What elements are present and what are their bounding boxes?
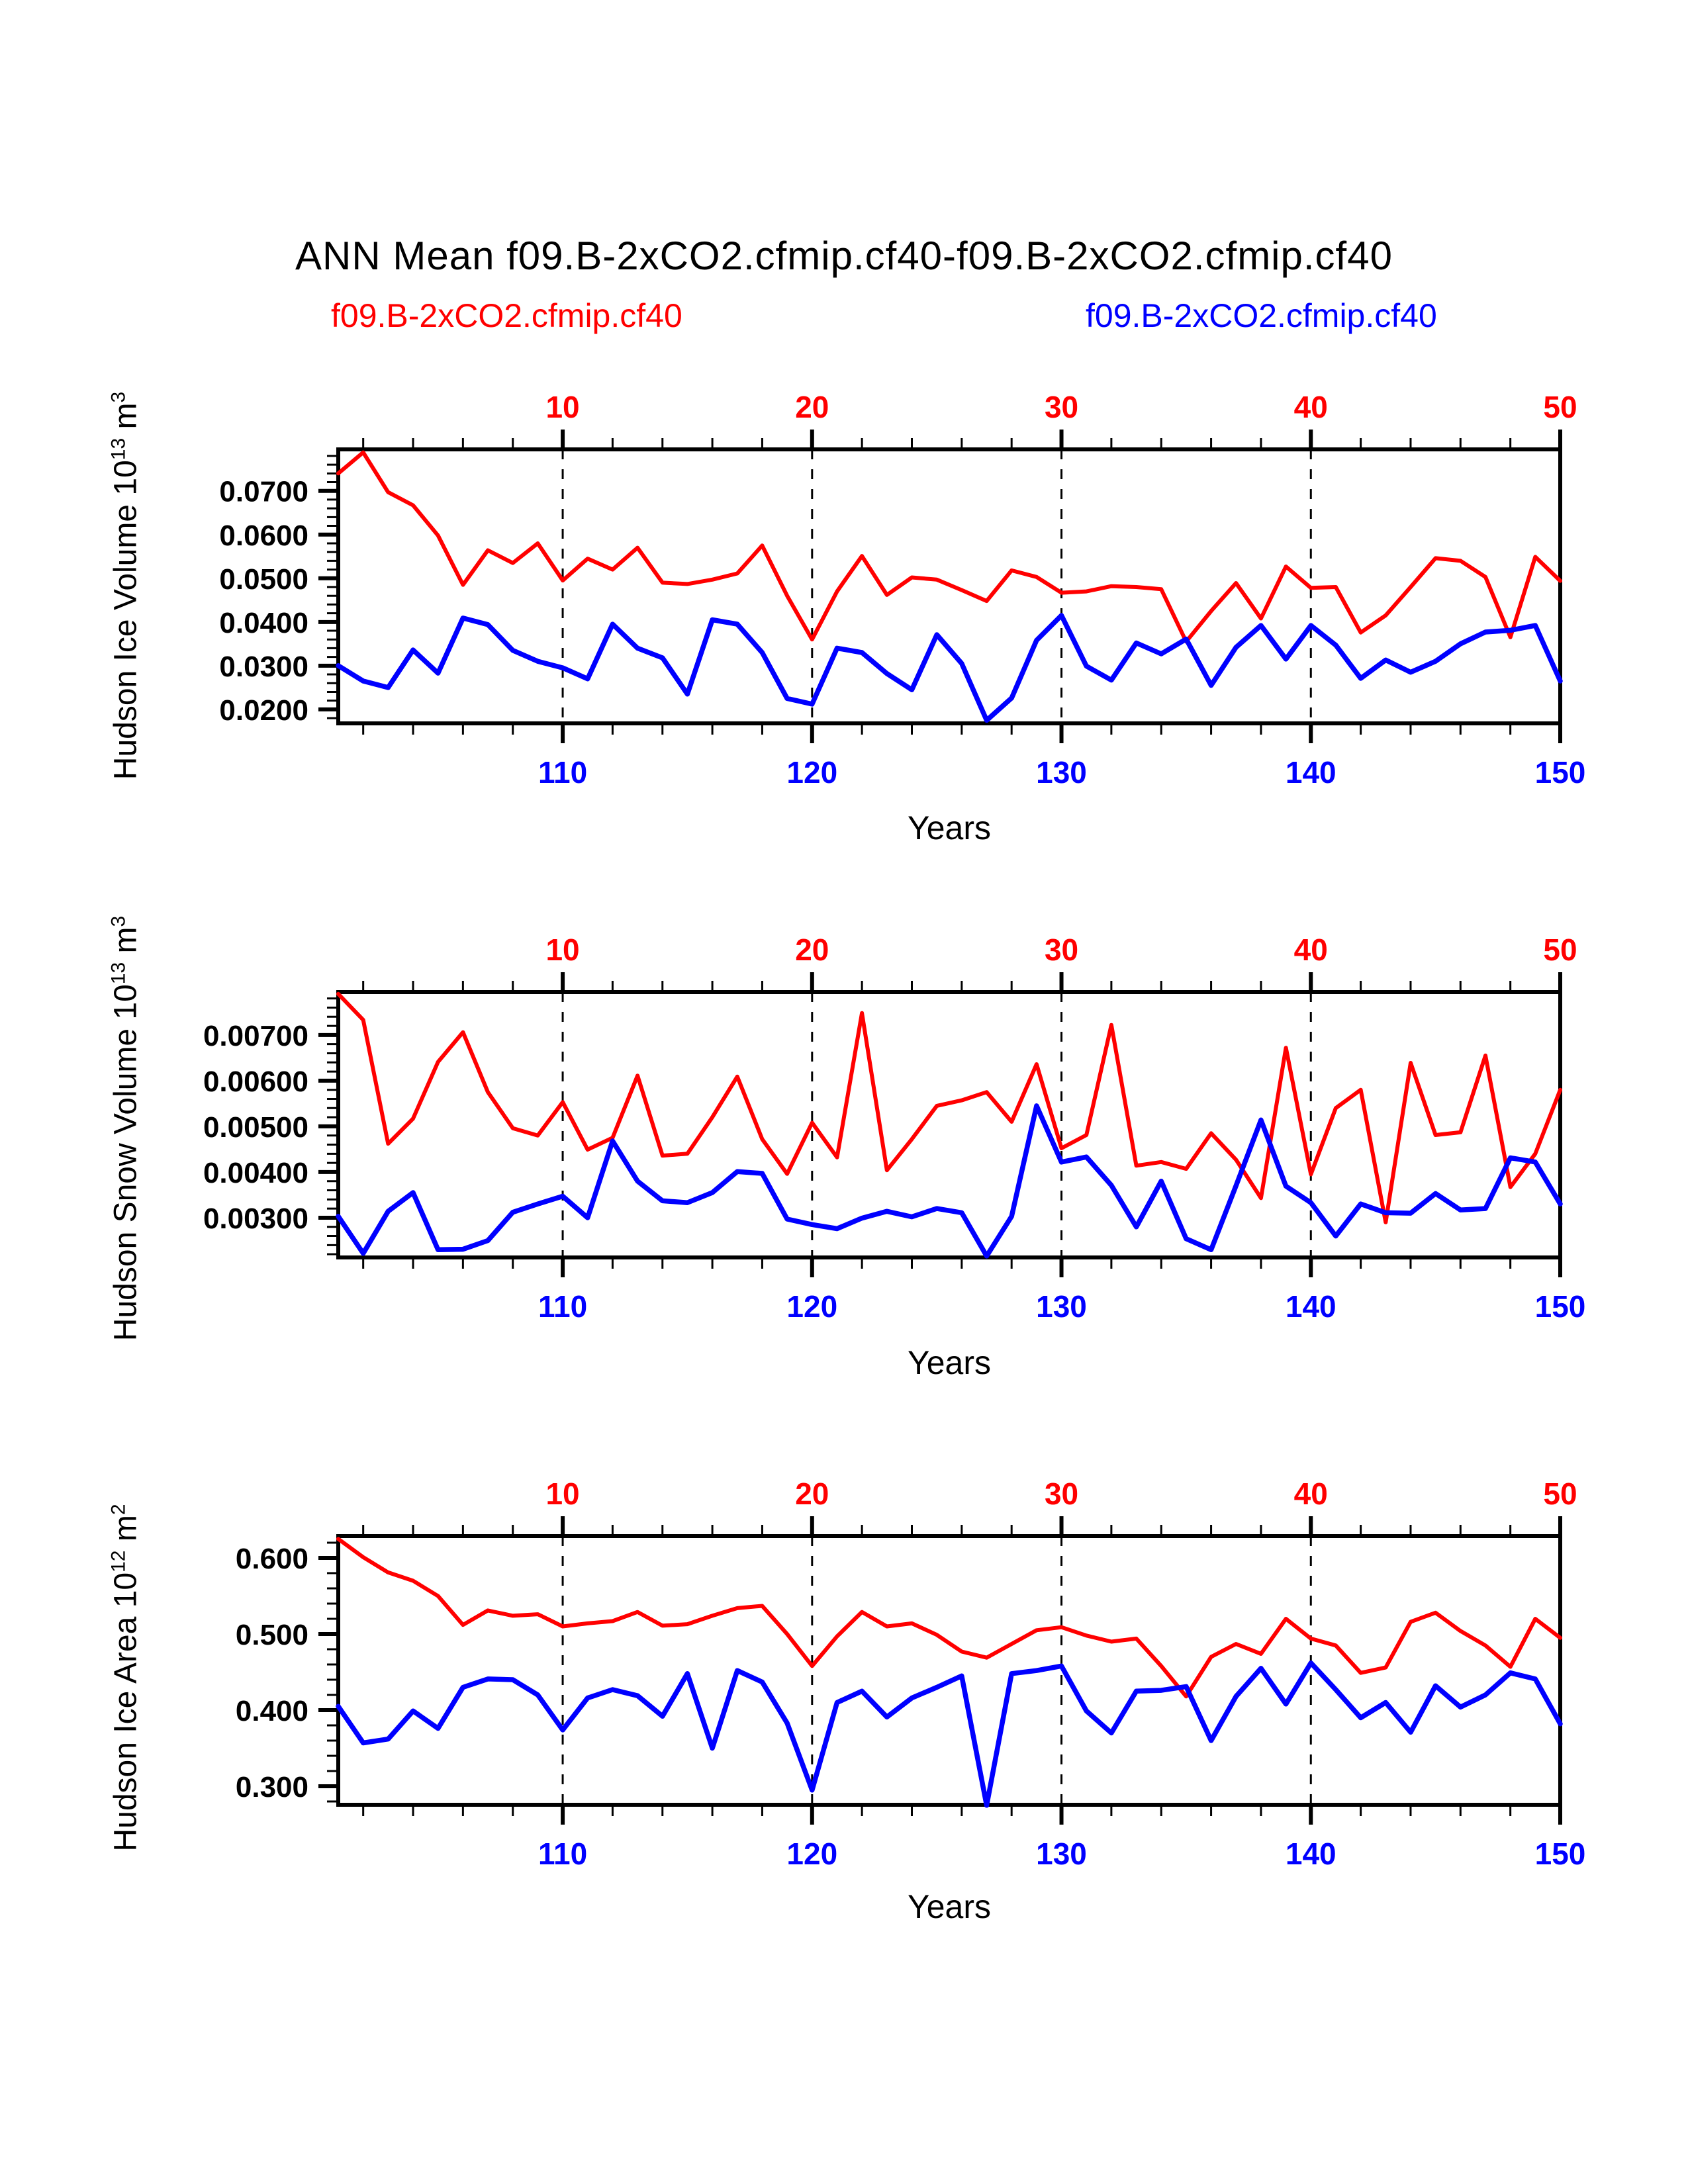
- y-axis-title-exponent: 12: [107, 1550, 130, 1572]
- y-tick-label: 0.400: [235, 1695, 308, 1728]
- x-tick-label-top: 50: [1543, 390, 1577, 424]
- y-axis-title-unit-exponent: 2: [107, 1504, 130, 1516]
- x-tick-label-bottom: 120: [786, 1837, 838, 1871]
- y-axis-title-text: Hudson Ice Area 10: [108, 1572, 144, 1852]
- x-tick-label-top: 10: [545, 1477, 580, 1511]
- y-axis-title-unit: m: [108, 1515, 144, 1551]
- y-axis-title-unit-exponent: 3: [107, 915, 130, 927]
- x-tick-label-bottom: 110: [538, 1289, 588, 1324]
- x-tick-label-bottom: 140: [1285, 755, 1336, 790]
- y-tick-label: 0.0500: [219, 563, 308, 596]
- y-axis-title-text: Hudson Ice Volume 10: [108, 460, 144, 780]
- y-tick-label: 0.300: [235, 1771, 308, 1804]
- y-tick-label: 0.00300: [203, 1202, 308, 1235]
- y-tick-label: 0.0700: [219, 475, 308, 508]
- x-tick-label-top: 20: [795, 390, 829, 424]
- y-tick-label: 0.00600: [203, 1065, 308, 1098]
- x-tick-label-top: 40: [1293, 933, 1328, 967]
- series-line-blue: [338, 615, 1560, 721]
- x-tick-label-top: 40: [1293, 390, 1328, 424]
- y-tick-label: 0.0200: [219, 694, 308, 727]
- x-tick-label-top: 10: [545, 390, 580, 424]
- y-axis-title-exponent: 13: [107, 437, 130, 461]
- y-tick-label: 0.00500: [203, 1111, 308, 1144]
- y-tick-label: 0.600: [235, 1543, 308, 1576]
- x-tick-label-top: 50: [1543, 1477, 1577, 1511]
- x-tick-label-bottom: 120: [786, 1289, 838, 1324]
- x-tick-label-top: 30: [1044, 1477, 1079, 1511]
- y-tick-label: 0.0400: [219, 606, 308, 639]
- y-tick-label: 0.500: [235, 1619, 308, 1652]
- x-axis-label: Years: [907, 1888, 992, 1925]
- x-tick-label-bottom: 150: [1534, 755, 1586, 790]
- x-tick-label-bottom: 140: [1285, 1837, 1336, 1871]
- legend-entry-red: f09.B-2xCO2.cfmip.cf40: [331, 297, 682, 334]
- x-tick-label-top: 30: [1044, 933, 1079, 967]
- x-tick-label-top: 40: [1293, 1477, 1328, 1511]
- x-tick-label-top: 20: [795, 933, 829, 967]
- y-tick-label: 0.00700: [203, 1019, 308, 1052]
- x-axis-label: Years: [907, 809, 992, 846]
- x-tick-label-bottom: 110: [538, 755, 588, 790]
- y-axis-title-unit: m: [108, 402, 144, 438]
- legend-entry-blue: f09.B-2xCO2.cfmip.cf40: [1086, 297, 1437, 334]
- x-tick-label-bottom: 130: [1036, 755, 1087, 790]
- y-axis-title-exponent: 13: [107, 962, 130, 985]
- x-tick-label-bottom: 110: [538, 1837, 588, 1871]
- series-line-red: [338, 994, 1560, 1222]
- y-axis-title-text: Hudson Snow Volume 10: [108, 984, 144, 1342]
- x-tick-label-bottom: 150: [1534, 1289, 1586, 1324]
- page-title: ANN Mean f09.B-2xCO2.cfmip.cf40-f09.B-2xCO2.cfmip.cf40: [295, 234, 1393, 278]
- x-tick-label-bottom: 130: [1036, 1837, 1087, 1871]
- x-tick-label-top: 10: [545, 933, 580, 967]
- x-tick-label-bottom: 150: [1534, 1837, 1586, 1871]
- x-tick-label-bottom: 140: [1285, 1289, 1336, 1324]
- x-tick-label-top: 30: [1044, 390, 1079, 424]
- x-tick-label-top: 50: [1543, 933, 1577, 967]
- series-line-blue: [338, 1663, 1560, 1805]
- x-tick-label-bottom: 130: [1036, 1289, 1087, 1324]
- series-line-red: [338, 453, 1560, 642]
- y-tick-label: 0.00400: [203, 1156, 308, 1189]
- x-tick-label-top: 20: [795, 1477, 829, 1511]
- x-tick-label-bottom: 120: [786, 755, 838, 790]
- y-tick-label: 0.0300: [219, 650, 308, 683]
- y-tick-label: 0.0600: [219, 519, 308, 552]
- y-axis-title-unit-exponent: 3: [107, 391, 130, 403]
- y-axis-title-unit: m: [108, 927, 144, 962]
- x-axis-label: Years: [907, 1344, 992, 1381]
- plot-frame: [338, 992, 1560, 1257]
- series-line-red: [338, 1539, 1560, 1696]
